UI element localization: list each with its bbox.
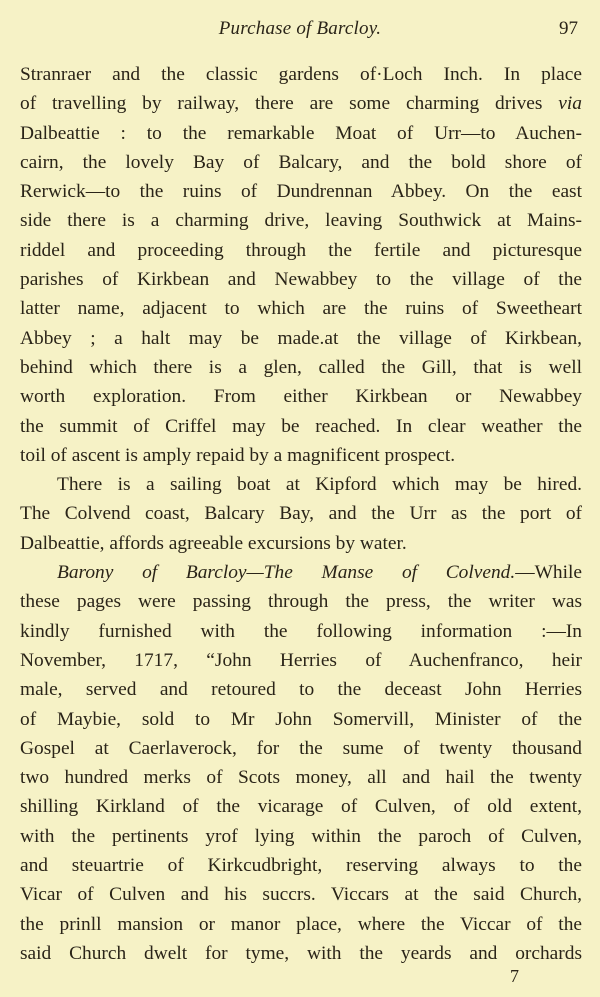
- page-number: 97: [559, 18, 578, 39]
- text-line: these pages were passing through the press, the writer was: [20, 591, 582, 613]
- text-line: toil of ascent is amply repaid by a magnificent prospect.: [20, 444, 456, 466]
- text-line: Abbey ; a halt may be made.at the village of Kirkbean,: [20, 327, 582, 349]
- text-line: The Colvend coast, Balcary Bay, and the Urr as the port of: [20, 503, 582, 525]
- text-line: [20, 89, 582, 118]
- section-heading: Barony of Barcloy—The Manse of Colvend.: [57, 562, 516, 584]
- text-line: There is a sailing boat at Kipford which may be hired.: [57, 474, 582, 496]
- text-line: the summit of Criffel may be reached. In clear weather the: [20, 415, 582, 437]
- text-line: riddel and proceeding through the fertile and picturesque: [20, 239, 582, 261]
- text-line: Stranraer and the classic gardens of·Loch Inch. In place: [20, 64, 582, 85]
- text-run: of travelling by railway, there are some charming drives: [20, 93, 543, 115]
- text-line: two hundred merks of Scots money, all and hail the twenty: [20, 767, 582, 789]
- body-text: [20, 60, 582, 968]
- text-line: shilling Kirkland of the vicarage of Culven, of old extent,: [20, 796, 582, 818]
- section-heading-line: [20, 558, 582, 587]
- page-header: [20, 18, 580, 46]
- text-line: and steuartrie of Kirkcudbright, reserving always to the: [20, 855, 582, 877]
- text-line: kindly furnished with the following information :—In: [20, 620, 582, 642]
- text-line: worth exploration. From either Kirkbean or Newabbey: [20, 386, 582, 408]
- text-line: with the pertinents yrof lying within the paroch of Culven,: [20, 825, 582, 847]
- text-line: of Maybie, sold to Mr John Somervill, Minister of the: [20, 708, 582, 730]
- text-line: male, served and retoured to the deceast John Herries: [20, 679, 582, 701]
- running-title: Purchase of Barcloy.: [218, 18, 382, 39]
- text-line: Dalbeattie : to the remarkable Moat of Urr—to Auchen-: [20, 122, 582, 144]
- text-line: Gospel at Caerlaverock, for the sume of twenty thousand: [20, 737, 582, 759]
- text-line: Vicar of Culven and his succrs. Viccars at the said Church,: [20, 884, 582, 906]
- italic-word: via: [558, 93, 582, 115]
- text-line: November, 1717, “John Herries of Auchenfranco, heir: [20, 649, 582, 671]
- text-run: —While: [515, 562, 582, 584]
- text-line: the prinll mansion or manor place, where the Viccar of the: [20, 913, 582, 935]
- text-line: parishes of Kirkbean and Newabbey to the village of the: [20, 269, 582, 291]
- text-line: cairn, the lovely Bay of Balcary, and the bold shore of: [20, 151, 582, 173]
- signature-mark: 7: [510, 966, 519, 986]
- text-line: behind which there is a glen, called the Gill, that is well: [20, 356, 582, 378]
- text-line: Rerwick—to the ruins of Dundrennan Abbey. On the east: [20, 181, 582, 203]
- text-line: side there is a charming drive, leaving Southwick at Mains-: [20, 210, 582, 232]
- text-line: said Church dwelt for tyme, with the yeards and orchards: [20, 942, 582, 964]
- text-line: Dalbeattie, affords agreeable excursions by water.: [20, 532, 407, 554]
- text-line: latter name, adjacent to which are the ruins of Sweetheart: [20, 298, 582, 320]
